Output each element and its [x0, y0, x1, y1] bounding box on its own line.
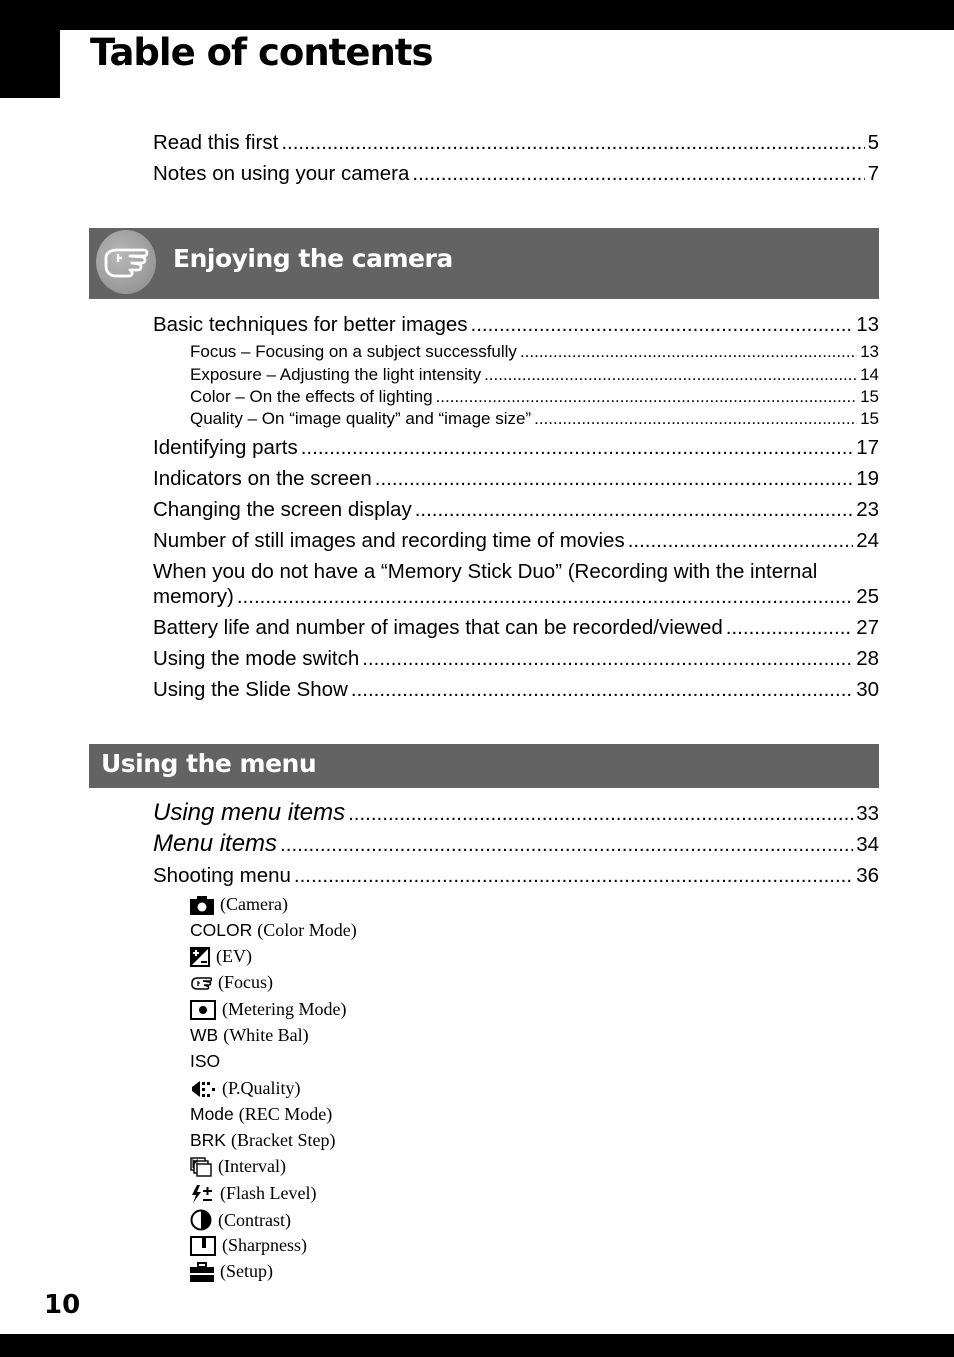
toc-entry-page: 13 [860, 342, 879, 361]
dot-leader [520, 342, 857, 362]
menu-item-desc: (White Bal) [223, 1025, 309, 1045]
toc-entry-label: Basic techniques for better images [153, 313, 468, 336]
pointing-hand-icon [96, 230, 156, 294]
menu-item-camera[interactable] [190, 894, 288, 915]
dot-leader [484, 365, 857, 385]
dot-leader [362, 647, 853, 671]
menu-item-sharpness[interactable] [190, 1235, 307, 1256]
dot-leader [726, 616, 853, 640]
toc-entry-label: Quality – On “image quality” and “image size” [190, 409, 532, 428]
toc-entry-page: 17 [856, 436, 879, 459]
toc-subentry[interactable] [190, 342, 879, 362]
toc-entry[interactable] [153, 799, 879, 827]
picture-quality-icon [190, 1079, 216, 1099]
toc-entry-label: Focus – Focusing on a subject successfully [190, 342, 517, 361]
menu-item-desc: (Setup) [220, 1261, 273, 1281]
menu-item-code: WB [190, 1025, 219, 1045]
toc-entry-page: 23 [856, 498, 879, 521]
toc-entry[interactable] [153, 678, 879, 702]
menu-item-contrast[interactable] [190, 1209, 291, 1231]
dot-leader [301, 436, 853, 460]
toc-entry-read-this-first[interactable] [153, 131, 879, 155]
toc-entry-page: 34 [856, 833, 879, 856]
section-banner-using-menu [89, 744, 879, 788]
bottom-black-bar [0, 1334, 954, 1357]
menu-item-metering-mode[interactable] [190, 999, 346, 1020]
dot-leader [294, 864, 853, 888]
toc-entry[interactable] [153, 830, 879, 858]
menu-item-ev[interactable] [190, 946, 252, 967]
contrast-icon [190, 1209, 212, 1231]
spot-metering-icon [190, 1000, 216, 1020]
toc-entry-page: 19 [856, 467, 879, 490]
toc-entry[interactable] [153, 436, 879, 460]
toc-subentry[interactable] [190, 387, 879, 407]
ev-icon [190, 947, 210, 967]
toc-entry-page: 5 [867, 131, 879, 154]
menu-item-setup[interactable] [190, 1261, 273, 1282]
toc-entry-label: memory) [153, 585, 234, 608]
toc-entry[interactable] [153, 467, 879, 491]
toc-entry-page: 36 [856, 864, 879, 887]
setup-toolbox-icon [190, 1262, 214, 1282]
toc-entry-page: 24 [856, 529, 879, 552]
menu-item-code: COLOR [190, 920, 253, 940]
toc-entry[interactable] [153, 313, 879, 337]
menu-item-desc: (Flash Level) [220, 1183, 317, 1203]
menu-item-desc: (EV) [216, 946, 252, 966]
toc-entry-page: 7 [867, 162, 879, 185]
section-title: Enjoying the camera [173, 244, 453, 273]
dot-leader [471, 313, 854, 337]
flash-level-icon [190, 1184, 214, 1204]
toc-entry-page: 27 [856, 616, 879, 639]
menu-item-code: Mode [190, 1104, 234, 1124]
dot-leader [415, 498, 853, 522]
menu-item-rec-mode[interactable] [190, 1104, 332, 1125]
toc-entry-page: 33 [856, 802, 879, 825]
menu-item-desc: (Bracket Step) [230, 1130, 336, 1150]
toc-entry-label: Exposure – Adjusting the light intensity [190, 365, 482, 384]
dot-leader [375, 467, 853, 491]
dot-leader [348, 802, 853, 826]
menu-item-desc: (P.Quality) [222, 1078, 301, 1098]
dot-leader [534, 409, 857, 429]
toc-subentry[interactable] [190, 365, 879, 385]
menu-item-desc: (REC Mode) [238, 1104, 333, 1124]
menu-item-flash-level[interactable] [190, 1183, 316, 1204]
menu-item-color-mode[interactable] [190, 920, 357, 941]
menu-item-desc: (Contrast) [218, 1209, 291, 1230]
toc-entry-label: Indicators on the screen [153, 467, 372, 490]
toc-entry[interactable] [153, 529, 879, 553]
toc-entry-label: Number of still images and recording time of movies [153, 529, 625, 552]
title-corner-block [0, 30, 60, 98]
toc-entry-label: Using the mode switch [153, 647, 360, 670]
toc-entry-page: 13 [856, 313, 879, 336]
page-number: 10 [44, 1290, 81, 1320]
toc-entry-label-line1[interactable]: When you do not have a “Memory Stick Duo” (Recording with the internal [153, 560, 818, 583]
menu-item-focus[interactable] [190, 972, 273, 993]
menu-item-code: ISO [190, 1051, 221, 1071]
menu-item-iso[interactable] [190, 1051, 225, 1072]
focus-icon [190, 974, 212, 992]
sharpness-icon [190, 1236, 216, 1256]
toc-entry[interactable] [153, 585, 879, 609]
toc-entry-page: 25 [856, 585, 879, 608]
menu-item-white-balance[interactable] [190, 1025, 309, 1046]
camera-icon [190, 895, 214, 915]
dot-leader [436, 387, 858, 407]
section-banner-enjoying [89, 228, 879, 299]
menu-item-code: BRK [190, 1130, 226, 1150]
toc-entry-label: Notes on using your camera [153, 162, 410, 185]
dot-leader [628, 529, 853, 553]
menu-item-desc: (Sharpness) [222, 1235, 307, 1255]
menu-item-desc: (Camera) [220, 894, 288, 914]
dot-leader [280, 833, 853, 857]
page-title: Table of contents [90, 31, 433, 74]
toc-entry[interactable] [153, 647, 879, 671]
section-title: Using the menu [101, 749, 317, 778]
menu-item-desc: (Metering Mode) [222, 999, 347, 1019]
toc-entry-notes-on-camera[interactable] [153, 162, 879, 186]
toc-entry-label: Color – On the effects of lighting [190, 387, 433, 406]
interval-icon [190, 1157, 212, 1177]
dot-leader [412, 162, 864, 186]
menu-item-desc: (Focus) [218, 972, 273, 992]
toc-entry-label: Read this first [153, 131, 279, 154]
toc-entry-page: 30 [856, 678, 879, 701]
dot-leader [351, 678, 853, 702]
toc-entry[interactable] [153, 616, 879, 640]
toc-entry-page: 15 [860, 387, 879, 406]
toc-entry-label: Shooting menu [153, 864, 291, 887]
menu-item-interval[interactable] [190, 1156, 286, 1177]
toc-entry-label: Identifying parts [153, 436, 298, 459]
toc-entry-label: Changing the screen display [153, 498, 412, 521]
toc-subentry[interactable] [190, 409, 879, 429]
toc-entry[interactable] [153, 498, 879, 522]
dot-leader [237, 585, 853, 609]
menu-item-desc: (Interval) [218, 1156, 286, 1176]
toc-entry-page: 14 [860, 365, 879, 384]
toc-entry-page: 15 [860, 409, 879, 428]
dot-leader [281, 131, 864, 155]
toc-entry-label: Using menu items [153, 799, 346, 826]
toc-entry-label: Menu items [153, 830, 278, 857]
top-black-bar [0, 0, 954, 30]
menu-item-bracket-step[interactable] [190, 1130, 335, 1151]
menu-item-desc: (Color Mode) [257, 920, 357, 940]
menu-item-picture-quality[interactable] [190, 1078, 301, 1099]
toc-entry-label: Battery life and number of images that can be recorded/viewed [153, 616, 723, 639]
toc-entry-page: 28 [856, 647, 879, 670]
toc-entry[interactable] [153, 864, 879, 888]
toc-entry-label: Using the Slide Show [153, 678, 348, 701]
